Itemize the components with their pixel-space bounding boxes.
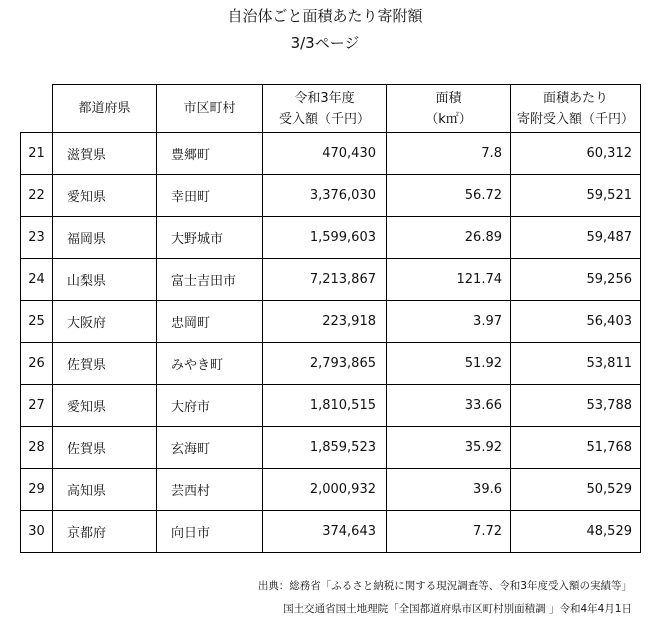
- per-area-cell: 53,811: [511, 343, 641, 385]
- per-area-cell: 59,487: [511, 217, 641, 259]
- header-per-area-line2: 寄附受入額（千円）: [516, 111, 634, 127]
- header-prefecture: 都道府県: [53, 85, 157, 133]
- prefecture-cell: 愛知県: [53, 175, 157, 217]
- per-area-cell: 56,403: [511, 301, 641, 343]
- amount-cell: 374,643: [263, 511, 387, 553]
- amount-cell: 3,376,030: [263, 175, 387, 217]
- header-area: [387, 85, 511, 133]
- table-row: [21, 511, 641, 553]
- table-row: [21, 217, 641, 259]
- table-row: [21, 343, 641, 385]
- rank-cell: 29: [21, 469, 53, 511]
- per-area-cell: 53,788: [511, 385, 641, 427]
- table-row: [21, 427, 641, 469]
- municipality-cell: 芸西村: [157, 469, 263, 511]
- prefecture-cell: 山梨県: [53, 259, 157, 301]
- area-cell: 39.6: [387, 469, 511, 511]
- area-cell: 3.97: [387, 301, 511, 343]
- rank-cell: 27: [21, 385, 53, 427]
- municipality-cell: 向日市: [157, 511, 263, 553]
- area-source-footnote: 国土交通省国土地理院「全国都道府県市区町村別面積調 」令和4年4月1日: [283, 603, 632, 615]
- prefecture-cell: 高知県: [53, 469, 157, 511]
- header-per-area: [511, 85, 641, 133]
- amount-cell: 2,000,932: [263, 469, 387, 511]
- municipality-cell: 大府市: [157, 385, 263, 427]
- area-cell: 35.92: [387, 427, 511, 469]
- rank-cell: 30: [21, 511, 53, 553]
- prefecture-cell: 京都府: [53, 511, 157, 553]
- rank-cell: 23: [21, 217, 53, 259]
- source-footnote: 出典：総務省「ふるさと納税に関する現況調査等、令和3年度受入額の実績等」: [257, 580, 632, 592]
- page-title: 自治体ごと面積あたり寄附額: [227, 7, 423, 25]
- amount-cell: 1,859,523: [263, 427, 387, 469]
- area-cell: 26.89: [387, 217, 511, 259]
- per-area-cell: 48,529: [511, 511, 641, 553]
- amount-cell: 2,793,865: [263, 343, 387, 385]
- prefecture-cell: 福岡県: [53, 217, 157, 259]
- header-amount: [263, 85, 387, 133]
- municipality-cell: みやき町: [157, 343, 263, 385]
- header-amount-line1: 令和3年度: [294, 90, 355, 106]
- table-row: [21, 301, 641, 343]
- header-corner: [21, 85, 53, 133]
- rank-cell: 28: [21, 427, 53, 469]
- municipality-cell: 豊郷町: [157, 133, 263, 175]
- area-cell: 56.72: [387, 175, 511, 217]
- header-area-line1: 面積: [435, 90, 462, 106]
- page-subtitle: 3/3ページ: [290, 34, 360, 52]
- municipality-cell: 大野城市: [157, 217, 263, 259]
- municipality-cell: 玄海町: [157, 427, 263, 469]
- prefecture-cell: 佐賀県: [53, 427, 157, 469]
- per-area-cell: 59,256: [511, 259, 641, 301]
- municipality-cell: 忠岡町: [157, 301, 263, 343]
- header-per-area-line1: 面積あたり: [542, 90, 608, 106]
- table-header-row: [21, 85, 641, 133]
- rank-cell: 24: [21, 259, 53, 301]
- header-area-line2: （k㎡）: [425, 111, 472, 127]
- rank-cell: 21: [21, 133, 53, 175]
- table-row: [21, 259, 641, 301]
- table-row: [21, 469, 641, 511]
- prefecture-cell: 佐賀県: [53, 343, 157, 385]
- area-cell: 121.74: [387, 259, 511, 301]
- rank-cell: 25: [21, 301, 53, 343]
- prefecture-cell: 愛知県: [53, 385, 157, 427]
- per-area-cell: 51,768: [511, 427, 641, 469]
- municipality-cell: 富士吉田市: [157, 259, 263, 301]
- prefecture-cell: 大阪府: [53, 301, 157, 343]
- amount-cell: 470,430: [263, 133, 387, 175]
- amount-cell: 223,918: [263, 301, 387, 343]
- municipality-cell: 幸田町: [157, 175, 263, 217]
- per-area-cell: 59,521: [511, 175, 641, 217]
- prefecture-cell: 滋賀県: [53, 133, 157, 175]
- per-area-cell: 50,529: [511, 469, 641, 511]
- donation-table: [20, 84, 641, 553]
- area-cell: 7.8: [387, 133, 511, 175]
- area-cell: 33.66: [387, 385, 511, 427]
- header-amount-line2: 受入額（千円）: [278, 111, 370, 127]
- amount-cell: 7,213,867: [263, 259, 387, 301]
- header-municipality: 市区町村: [157, 85, 263, 133]
- amount-cell: 1,810,515: [263, 385, 387, 427]
- rank-cell: 26: [21, 343, 53, 385]
- per-area-cell: 60,312: [511, 133, 641, 175]
- area-cell: 7.72: [387, 511, 511, 553]
- rank-cell: 22: [21, 175, 53, 217]
- table-row: [21, 133, 641, 175]
- table-row: [21, 385, 641, 427]
- table-row: [21, 175, 641, 217]
- area-cell: 51.92: [387, 343, 511, 385]
- amount-cell: 1,599,603: [263, 217, 387, 259]
